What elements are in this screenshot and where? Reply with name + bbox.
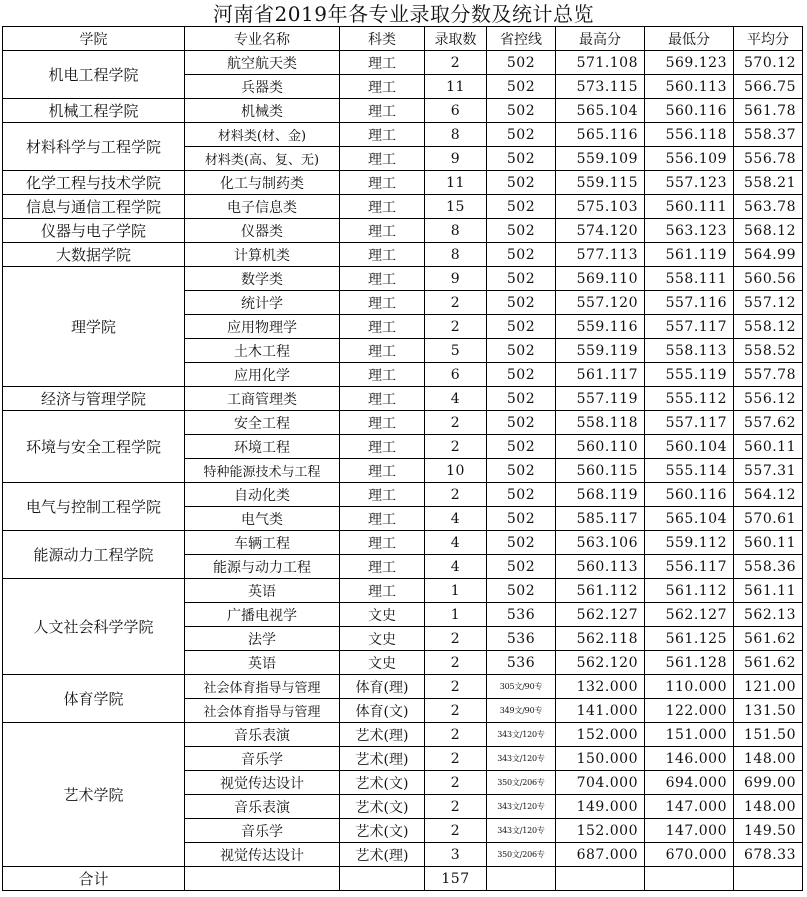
control-line: 502 [487,411,556,435]
table-row [3,195,803,219]
admit-count: 5 [425,339,487,363]
avg-score: 558.21 [734,171,803,195]
max-score: 150.000 [556,747,645,771]
admit-count: 6 [425,363,487,387]
avg-score: 699.00 [734,771,803,795]
admit-count: 2 [425,315,487,339]
major-name: 音乐学 [185,747,340,771]
avg-score: 570.61 [734,507,803,531]
subject-type: 理工 [340,579,425,603]
table-row [3,267,803,291]
max-score: 574.120 [556,219,645,243]
min-score: 556.117 [645,555,734,579]
avg-score: 556.12 [734,387,803,411]
table-row [3,243,803,267]
college-name: 机电工程学院 [3,51,185,99]
subject-type: 理工 [340,219,425,243]
college-name: 能源动力工程学院 [3,531,185,579]
min-score: 556.109 [645,147,734,171]
subject-type: 艺术(理) [340,843,425,867]
major-name: 计算机类 [185,243,340,267]
college-name: 化学工程与技术学院 [3,171,185,195]
max-score: 585.117 [556,507,645,531]
table-row [3,171,803,195]
min-score: 110.000 [645,675,734,699]
admit-count: 11 [425,171,487,195]
max-score: 559.119 [556,339,645,363]
college-name: 人文社会科学学院 [3,579,185,675]
major-name: 仪器类 [185,219,340,243]
table-row [3,99,803,123]
max-score: 569.110 [556,267,645,291]
avg-score: 556.78 [734,147,803,171]
min-score: 560.111 [645,195,734,219]
avg-score: 558.36 [734,555,803,579]
table-row [3,219,803,243]
control-line: 536 [487,627,556,651]
min-score: 557.117 [645,411,734,435]
avg-score: 563.78 [734,195,803,219]
control-line: 343文/120专 [487,819,556,843]
min-score: 555.114 [645,459,734,483]
admit-count: 2 [425,627,487,651]
subject-type: 理工 [340,243,425,267]
major-name: 材料类(材、金) [185,123,340,147]
max-score: 562.127 [556,603,645,627]
subject-type: 理工 [340,51,425,75]
max-score: 558.118 [556,411,645,435]
max-score: 557.119 [556,387,645,411]
max-score: 563.106 [556,531,645,555]
header-count: 录取数 [425,27,487,51]
control-line: 350文/206专 [487,843,556,867]
subject-type: 理工 [340,363,425,387]
table-row [3,123,803,147]
major-name: 环境工程 [185,435,340,459]
table-row [3,531,803,555]
avg-score: 561.78 [734,99,803,123]
max-score: 573.115 [556,75,645,99]
subject-type: 艺术(文) [340,771,425,795]
admit-count: 2 [425,795,487,819]
avg-score: 558.52 [734,339,803,363]
admit-count: 15 [425,195,487,219]
control-line: 350文/206专 [487,771,556,795]
control-line: 502 [487,531,556,555]
admit-count: 9 [425,147,487,171]
subject-type: 文史 [340,603,425,627]
avg-score: 561.62 [734,627,803,651]
control-line: 502 [487,51,556,75]
min-score: 557.123 [645,171,734,195]
major-name: 应用化学 [185,363,340,387]
subject-type: 理工 [340,507,425,531]
table-row [3,411,803,435]
admit-count: 4 [425,531,487,555]
major-name: 车辆工程 [185,531,340,555]
subject-type: 理工 [340,267,425,291]
min-score: 670.000 [645,843,734,867]
max-score: 559.115 [556,171,645,195]
min-score: 561.119 [645,243,734,267]
min-score: 555.119 [645,363,734,387]
max-score: 560.115 [556,459,645,483]
header-subject: 科类 [340,27,425,51]
subject-type: 理工 [340,75,425,99]
control-line: 502 [487,315,556,339]
admit-count: 6 [425,99,487,123]
admit-count: 2 [425,411,487,435]
admit-count: 2 [425,651,487,675]
page-title: 河南省2019年各专业录取分数及统计总览 [213,2,594,26]
subject-type: 文史 [340,627,425,651]
min-score: 561.128 [645,651,734,675]
max-score: 565.104 [556,99,645,123]
avg-score: 561.11 [734,579,803,603]
header-college: 学院 [3,27,185,51]
college-name: 经济与管理学院 [3,387,185,411]
control-line: 502 [487,147,556,171]
admit-count: 8 [425,123,487,147]
avg-score: 557.62 [734,411,803,435]
admit-count: 4 [425,387,487,411]
max-score: 561.112 [556,579,645,603]
avg-score: 561.62 [734,651,803,675]
min-score: 565.104 [645,507,734,531]
subject-type: 理工 [340,195,425,219]
college-name: 理学院 [3,267,185,387]
total-empty-max [556,867,645,891]
subject-type: 理工 [340,387,425,411]
max-score: 560.113 [556,555,645,579]
admit-count: 3 [425,843,487,867]
avg-score: 564.99 [734,243,803,267]
max-score: 152.000 [556,819,645,843]
subject-type: 理工 [340,291,425,315]
table-row [3,675,803,699]
max-score: 565.116 [556,123,645,147]
major-name: 音乐学 [185,819,340,843]
control-line: 502 [487,483,556,507]
min-score: 569.123 [645,51,734,75]
total-empty-subject [340,867,425,891]
subject-type: 理工 [340,411,425,435]
control-line: 502 [487,267,556,291]
subject-type: 理工 [340,99,425,123]
min-score: 560.116 [645,99,734,123]
table-row [3,579,803,603]
max-score: 562.118 [556,627,645,651]
max-score: 557.120 [556,291,645,315]
avg-score: 562.13 [734,603,803,627]
major-name: 兵器类 [185,75,340,99]
admit-count: 4 [425,555,487,579]
major-name: 化工与制药类 [185,171,340,195]
max-score: 577.113 [556,243,645,267]
avg-score: 557.78 [734,363,803,387]
avg-score: 560.56 [734,267,803,291]
min-score: 146.000 [645,747,734,771]
subject-type: 理工 [340,171,425,195]
min-score: 561.125 [645,627,734,651]
admit-count: 2 [425,291,487,315]
control-line: 502 [487,579,556,603]
control-line: 536 [487,651,556,675]
avg-score: 558.37 [734,123,803,147]
min-score: 555.112 [645,387,734,411]
avg-score: 560.11 [734,435,803,459]
min-score: 559.112 [645,531,734,555]
subject-type: 理工 [340,315,425,339]
max-score: 559.116 [556,315,645,339]
major-name: 视觉传达设计 [185,771,340,795]
major-name: 自动化类 [185,483,340,507]
major-name: 安全工程 [185,411,340,435]
subject-type: 理工 [340,531,425,555]
major-name: 社会体育指导与管理 [185,699,340,723]
subject-type: 体育(文) [340,699,425,723]
control-line: 502 [487,291,556,315]
college-name: 体育学院 [3,675,185,723]
major-name: 电子信息类 [185,195,340,219]
admit-count: 9 [425,267,487,291]
admit-count: 2 [425,435,487,459]
subject-type: 理工 [340,459,425,483]
admit-count: 11 [425,75,487,99]
table-body [3,51,803,867]
college-name: 仪器与电子学院 [3,219,185,243]
control-line: 343文/120专 [487,747,556,771]
major-name: 英语 [185,579,340,603]
major-name: 视觉传达设计 [185,843,340,867]
min-score: 557.117 [645,315,734,339]
header-control-line: 省控线 [487,27,556,51]
max-score: 704.000 [556,771,645,795]
min-score: 694.000 [645,771,734,795]
min-score: 560.104 [645,435,734,459]
admit-count: 4 [425,507,487,531]
max-score: 568.119 [556,483,645,507]
major-name: 社会体育指导与管理 [185,675,340,699]
admit-count: 2 [425,819,487,843]
avg-score: 560.11 [734,531,803,555]
control-line: 502 [487,75,556,99]
max-score: 152.000 [556,723,645,747]
header-row [3,27,803,51]
header-major: 专业名称 [185,27,340,51]
major-name: 航空航天类 [185,51,340,75]
total-row [3,867,803,891]
control-line: 502 [487,99,556,123]
college-name: 信息与通信工程学院 [3,195,185,219]
min-score: 562.127 [645,603,734,627]
total-empty-major [185,867,340,891]
total-empty-min [645,867,734,891]
min-score: 558.113 [645,339,734,363]
control-line: 502 [487,459,556,483]
major-name: 英语 [185,651,340,675]
major-name: 特种能源技术与工程 [185,459,340,483]
control-line: 502 [487,363,556,387]
admit-count: 2 [425,747,487,771]
min-score: 147.000 [645,819,734,843]
subject-type: 体育(理) [340,675,425,699]
control-line: 305文/90专 [487,675,556,699]
college-name: 大数据学院 [3,243,185,267]
college-name: 艺术学院 [3,723,185,867]
max-score: 571.108 [556,51,645,75]
max-score: 141.000 [556,699,645,723]
control-line: 502 [487,387,556,411]
control-line: 502 [487,171,556,195]
major-name: 电气类 [185,507,340,531]
admit-count: 1 [425,579,487,603]
major-name: 统计学 [185,291,340,315]
total-count: 157 [425,867,487,891]
min-score: 558.111 [645,267,734,291]
min-score: 122.000 [645,699,734,723]
subject-type: 理工 [340,123,425,147]
max-score: 132.000 [556,675,645,699]
college-name: 环境与安全工程学院 [3,411,185,483]
table-row [3,387,803,411]
table-row [3,51,803,75]
control-line: 502 [487,195,556,219]
max-score: 575.103 [556,195,645,219]
header-max-score: 最高分 [556,27,645,51]
subject-type: 理工 [340,147,425,171]
total-label: 合计 [3,867,185,891]
min-score: 561.112 [645,579,734,603]
table-row [3,723,803,747]
min-score: 560.113 [645,75,734,99]
major-name: 机械类 [185,99,340,123]
admit-count: 2 [425,483,487,507]
admission-score-table [2,26,803,891]
major-name: 能源与动力工程 [185,555,340,579]
control-line: 502 [487,507,556,531]
table-row [3,483,803,507]
control-line: 502 [487,243,556,267]
max-score: 149.000 [556,795,645,819]
avg-score: 570.12 [734,51,803,75]
major-name: 应用物理学 [185,315,340,339]
major-name: 音乐表演 [185,723,340,747]
min-score: 147.000 [645,795,734,819]
admit-count: 8 [425,243,487,267]
control-line: 349文/90专 [487,699,556,723]
min-score: 151.000 [645,723,734,747]
total-empty-line [487,867,556,891]
control-line: 502 [487,435,556,459]
subject-type: 艺术(文) [340,819,425,843]
max-score: 559.109 [556,147,645,171]
avg-score: 148.00 [734,795,803,819]
college-name: 材料科学与工程学院 [3,123,185,171]
subject-type: 理工 [340,435,425,459]
subject-type: 文史 [340,651,425,675]
major-name: 土木工程 [185,339,340,363]
min-score: 557.116 [645,291,734,315]
admit-count: 2 [425,723,487,747]
subject-type: 理工 [340,483,425,507]
max-score: 687.000 [556,843,645,867]
college-name: 机械工程学院 [3,99,185,123]
subject-type: 艺术(文) [340,795,425,819]
subject-type: 艺术(理) [340,747,425,771]
min-score: 560.116 [645,483,734,507]
subject-type: 理工 [340,339,425,363]
admit-count: 10 [425,459,487,483]
subject-type: 理工 [340,555,425,579]
admit-count: 1 [425,603,487,627]
avg-score: 558.12 [734,315,803,339]
avg-score: 678.33 [734,843,803,867]
major-name: 广播电视学 [185,603,340,627]
control-line: 343文/120专 [487,723,556,747]
avg-score: 557.12 [734,291,803,315]
control-line: 343文/120专 [487,795,556,819]
admit-count: 2 [425,699,487,723]
total-empty-avg [734,867,803,891]
admit-count: 2 [425,675,487,699]
major-name: 工商管理类 [185,387,340,411]
avg-score: 566.75 [734,75,803,99]
major-name: 音乐表演 [185,795,340,819]
control-line: 502 [487,555,556,579]
header-min-score: 最低分 [645,27,734,51]
avg-score: 564.12 [734,483,803,507]
control-line: 502 [487,219,556,243]
major-name: 数学类 [185,267,340,291]
admit-count: 2 [425,51,487,75]
header-avg-score: 平均分 [734,27,803,51]
admit-count: 8 [425,219,487,243]
avg-score: 151.50 [734,723,803,747]
college-name: 电气与控制工程学院 [3,483,185,531]
avg-score: 121.00 [734,675,803,699]
control-line: 502 [487,123,556,147]
avg-score: 149.50 [734,819,803,843]
major-name: 材料类(高、复、无) [185,147,340,171]
avg-score: 131.50 [734,699,803,723]
avg-score: 557.31 [734,459,803,483]
subject-type: 艺术(理) [340,723,425,747]
min-score: 563.123 [645,219,734,243]
control-line: 536 [487,603,556,627]
avg-score: 568.12 [734,219,803,243]
max-score: 562.120 [556,651,645,675]
avg-score: 148.00 [734,747,803,771]
major-name: 法学 [185,627,340,651]
control-line: 502 [487,339,556,363]
min-score: 556.118 [645,123,734,147]
max-score: 561.117 [556,363,645,387]
max-score: 560.110 [556,435,645,459]
admit-count: 2 [425,771,487,795]
